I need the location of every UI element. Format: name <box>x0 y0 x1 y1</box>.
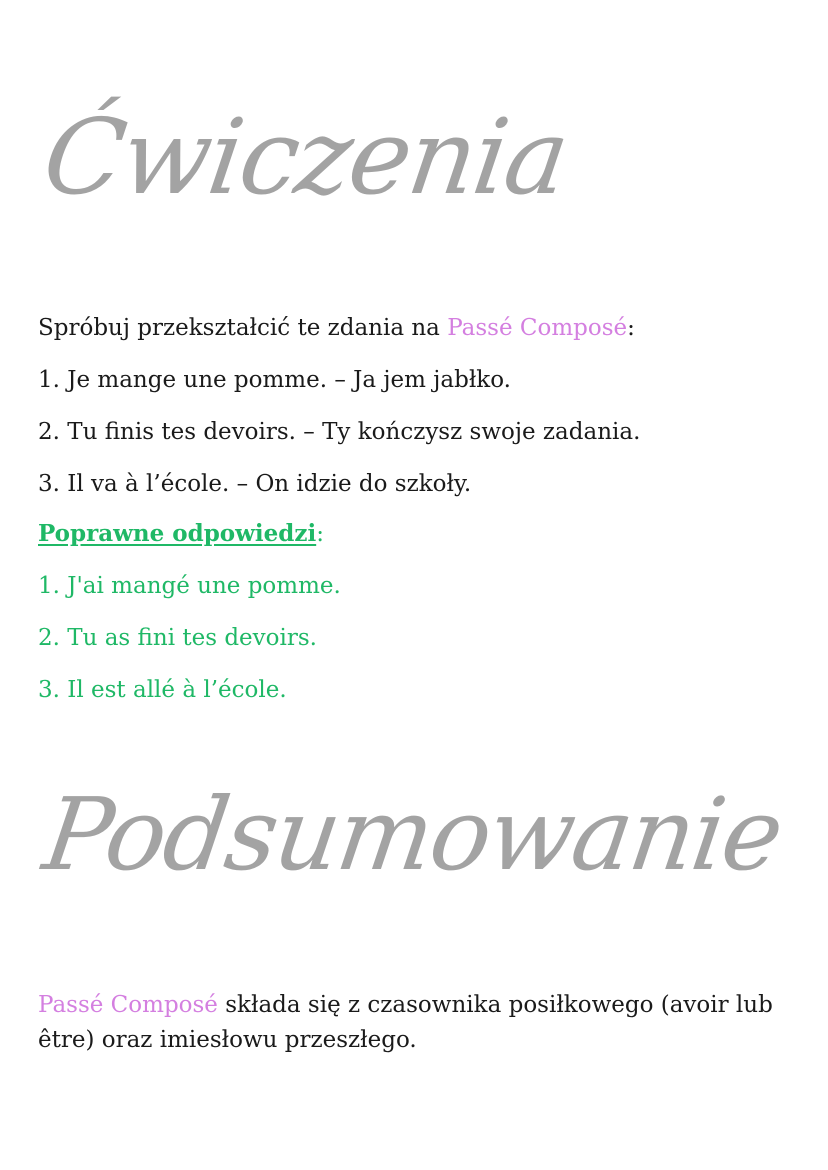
exercise-instruction <box>38 313 635 343</box>
answer-2: 2. Tu as fini tes devoirs. <box>38 625 317 651</box>
answers-heading: Poprawne odpowiedzi <box>38 520 317 547</box>
summary-text <box>38 988 788 1058</box>
answers-heading-line <box>38 519 324 549</box>
summary-rest: składa się z czasownika posiłkowego (avoir lub être) oraz imiesłowu przeszłego. <box>38 992 773 1053</box>
answer-1: 1. J'ai mangé une pomme. <box>38 573 341 599</box>
answers-heading-suffix: : <box>316 521 324 547</box>
exercises-heading: Ćwiczenia <box>36 96 575 218</box>
passe-compose-highlight: Passé Composé <box>447 315 628 341</box>
exercise-sentence-3: 3. Il va à l’école. – On idzie do szkoły. <box>38 471 472 497</box>
answer-3: 3. Il est allé à l’école. <box>38 677 287 703</box>
instruction-suffix: : <box>627 315 635 341</box>
exercise-sentence-1: 1. Je mange une pomme. – Ja jem jabłko. <box>38 367 511 393</box>
summary-heading: Podsumowanie <box>36 776 789 893</box>
instruction-prefix: Spróbuj przekształcić te zdania na <box>38 315 448 341</box>
exercise-sentence-2: 2. Tu finis tes devoirs. – Ty kończysz swoje zadania. <box>38 419 641 445</box>
summary-highlight: Passé Composé <box>38 992 218 1018</box>
